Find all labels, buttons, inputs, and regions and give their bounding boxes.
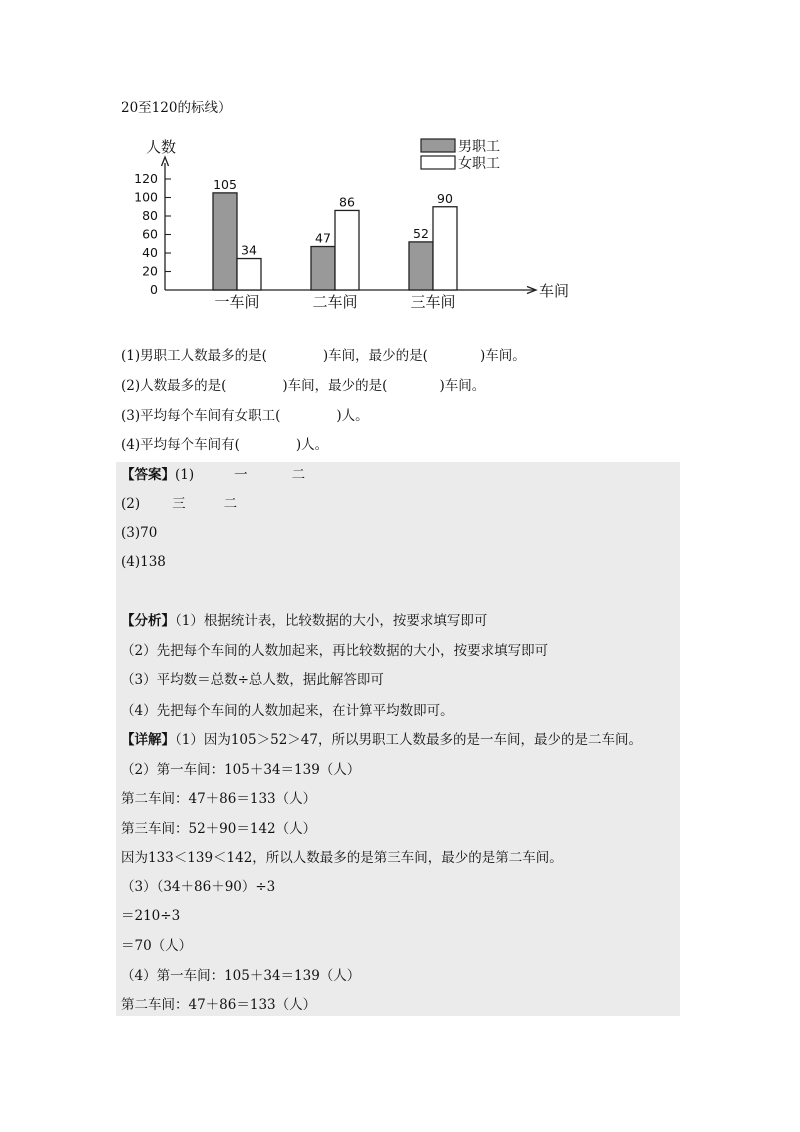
detail-line-1 — [121, 731, 642, 749]
y-tick-label: 80 — [142, 208, 158, 223]
detail-line-9: （4）第一车间：105＋34＝139（人） — [121, 968, 361, 984]
question-2 — [121, 377, 485, 395]
analysis-line-4: （4）先把每个车间的人数加起来，在计算平均数即可。 — [121, 703, 454, 719]
answer-label: 【答案】 — [121, 467, 175, 483]
detail-line-3: 第二车间：47＋86＝133（人） — [121, 791, 317, 807]
y-tick-label: 60 — [142, 226, 158, 242]
answer-line-2 — [121, 495, 237, 513]
bar-value-label: 86 — [339, 194, 355, 210]
q3-text-a: (3)平均每个车间有女职工( — [121, 408, 281, 424]
question-1 — [121, 347, 526, 365]
detail-label: 【详解】 — [121, 732, 175, 748]
bar — [237, 259, 261, 290]
analysis-line-3: （3）平均数＝总数÷总人数，据此解答即可 — [121, 672, 384, 688]
bar — [335, 210, 359, 290]
answer-1-value-1: 一 — [234, 467, 248, 483]
x-axis-label: 车间 — [539, 282, 570, 300]
x-tick-label: 二车间 — [312, 293, 358, 311]
question-4 — [121, 436, 328, 454]
y-axis-label: 人数 — [146, 138, 177, 156]
answer-line-3: (3)70 — [121, 525, 158, 541]
bar-chart — [0, 0, 800, 330]
q3-text-b: )人。 — [336, 408, 369, 424]
q1-text-c: )车间。 — [479, 348, 526, 364]
answer-2-value-2: 二 — [223, 496, 238, 512]
detail-line-10: 第二车间：47＋86＝133（人） — [121, 997, 317, 1013]
y-tick-label: 20 — [142, 263, 158, 279]
y-tick-label: 40 — [142, 245, 158, 260]
answer-line-1 — [121, 466, 305, 484]
analysis-text-1: （1）根据统计表，比较数据的大小，按要求填写即可 — [175, 613, 488, 629]
detail-line-6: （3）（34＋86＋90）÷3 — [121, 879, 276, 895]
detail-line-5: 因为133＜139＜142，所以人数最多的是第三车间，最少的是第二车间。 — [121, 850, 563, 866]
bar — [433, 207, 457, 290]
q4-text-a: (4)平均每个车间有( — [121, 437, 240, 453]
analysis-label: 【分析】 — [121, 613, 175, 629]
question-3 — [121, 407, 369, 425]
x-tick-label: 三车间 — [410, 293, 456, 311]
bar — [409, 242, 433, 290]
answer-1-value-2: 二 — [291, 467, 306, 483]
detail-line-4: 第三车间：52＋90＝142（人） — [121, 821, 317, 837]
header-line: 20至120的标线） — [121, 100, 232, 116]
answer-line-4: (4)138 — [121, 554, 166, 570]
legend-swatch — [421, 139, 455, 152]
bar-value-label: 90 — [437, 190, 453, 206]
answer-1-number: (1) — [175, 467, 195, 483]
legend-label: 男职工 — [458, 139, 500, 155]
q1-text-b: )车间，最少的是( — [322, 348, 428, 364]
legend-label: 女职工 — [458, 156, 500, 172]
y-tick-label: 120 — [134, 171, 158, 186]
analysis-line-1 — [121, 612, 487, 630]
y-tick-label: 100 — [134, 189, 158, 205]
q2-text-c: )车间。 — [439, 378, 486, 394]
q2-text-a: (2)人数最多的是( — [121, 378, 227, 394]
answer-2-number: (2) — [121, 496, 141, 512]
analysis-line-2: （2）先把每个车间的人数加起来，再比较数据的大小，按要求填写即可 — [121, 643, 549, 659]
detail-text-1: （1）因为105＞52＞47，所以男职工人数最多的是一车间，最少的是二车间。 — [175, 732, 642, 748]
legend-swatch — [421, 156, 455, 169]
detail-line-7: ＝210÷3 — [121, 908, 181, 924]
bar-value-label: 47 — [315, 230, 331, 246]
bar — [213, 193, 237, 290]
bar — [311, 247, 335, 290]
q2-text-b: )车间，最少的是( — [282, 378, 388, 394]
detail-line-2: （2）第一车间：105＋34＝139（人） — [121, 762, 361, 778]
bar-value-label: 34 — [241, 242, 257, 258]
y-tick-label: 0 — [150, 282, 158, 297]
bar-value-label: 105 — [213, 176, 237, 192]
x-tick-label: 一车间 — [214, 293, 260, 311]
q1-text-a: (1)男职工人数最多的是( — [121, 348, 267, 364]
bar-value-label: 52 — [413, 225, 429, 241]
q4-text-b: )人。 — [295, 437, 329, 453]
answer-2-value-1: 三 — [172, 496, 186, 512]
detail-line-8: ＝70（人） — [121, 938, 193, 954]
